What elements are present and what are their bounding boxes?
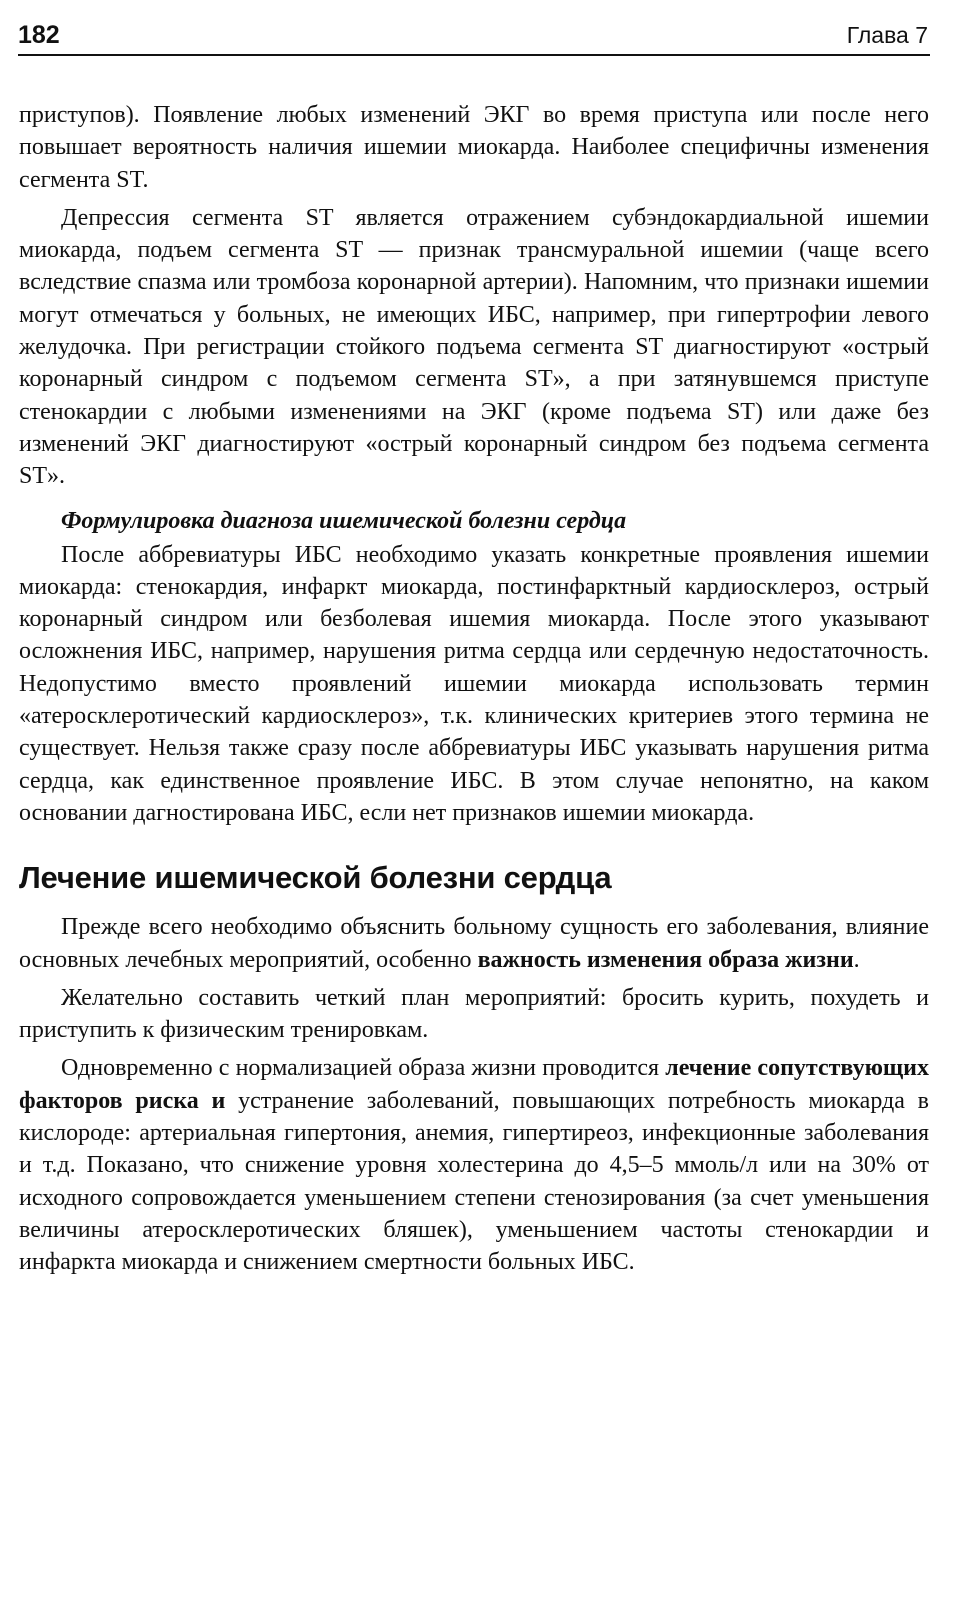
paragraph-risk-factors [19, 1052, 929, 1278]
paragraph-treatment-intro [19, 911, 929, 976]
risk-factors-emphasis: лечение сопутствующих факторов риска и [19, 1055, 929, 1114]
risk-factors-rest: устранение заболеваний, повышающих потребность миокарда в кислороде: артериальная гипертония, анемия, гипертиреоз, инфекционные заболевания и т.д. Показано, что снижение уровня холестерина до 4,5–5 ммоль/л или на 30% от исходного сопровождается уменьшением степени стенозирования (за счет уменьшения величины атеросклеротических бляшек), уменьшением частоты стенокардии и инфаркта миокарда и снижением смертности больных ИБС. [19, 1087, 929, 1276]
paragraph-st-depression: Депрессия сегмента ST является отражением субэндокардиальной ишемии миокарда, подъем сегмента ST — признак трансмуральной ишемии (чаще всего вследствие спазма или тромбоза коронарной артерии). Напомним, что признаки ишемии могут отмечаться у больных, не имеющих ИБС, например, при гипертрофии левого желудочка. При регистрации стойкого подъема сегмента ST диагностируют «острый коронарный синдром с подъемом сегмента ST», а при затянувшемся приступе стенокардии с любыми изменениями на ЭКГ (кроме подъема ST) или даже без изменений ЭКГ диагностируют «острый коронарный синдром без подъема сегмента ST». [19, 204, 929, 490]
risk-factors-text: Одновременно с нормализацией образа жизни проводится [61, 1055, 666, 1082]
chapter-label: Глава 7 [846, 22, 928, 48]
paragraph-continuation: приступов). Появление любых изменений ЭКГ во время приступа или после него повышает вероятность наличия ишемии миокарда. Наиболее специфичны изменения сегмента ST. [19, 102, 929, 193]
page-body [19, 99, 929, 1285]
paragraph-action-plan: Желательно составить четкий план мероприятий: бросить курить, похудеть и приступить к физическим тренировкам. [19, 984, 929, 1044]
treatment-intro-emphasis: важность изменения образа жизни [477, 946, 854, 973]
page-number: 182 [18, 21, 60, 49]
treatment-intro-end: . [853, 946, 860, 973]
section-heading-treatment: Лечение ишемической болезни сердца [19, 860, 612, 896]
subheading-diagnosis-formulation: Формулировка диагноза ишемической болезни сердца [61, 507, 627, 534]
treatment-intro-text: Прежде всего необходимо объяснить больному сущность его заболевания, влияние основных лечебных мероприятий, особенно [19, 914, 929, 973]
paragraph-diagnosis-formulation: После аббревиатуры ИБС необходимо указать конкретные проявления ишемии миокарда: стенокардия, инфаркт миокарда, постинфарктный кардиосклероз, острый коронарный синдром или безболевая ишемия миокарда. После этого указывают осложнения ИБС, например, нарушения ритма сердца или сердечную недостаточность. Недопустимо вместо проявлений ишемии миокарда использовать термин «атеросклеротический кардиосклероз», т.к. клинических критериев этого термина не существует. Нельзя также сразу после аббревиатуры ИБС указывать нарушения ритма сердца, как единственное проявление ИБС. В этом случае непонятно, на каком основании дагностирована ИБС, если нет признаков ишемии миокарда. [19, 541, 929, 826]
running-head [18, 20, 930, 56]
